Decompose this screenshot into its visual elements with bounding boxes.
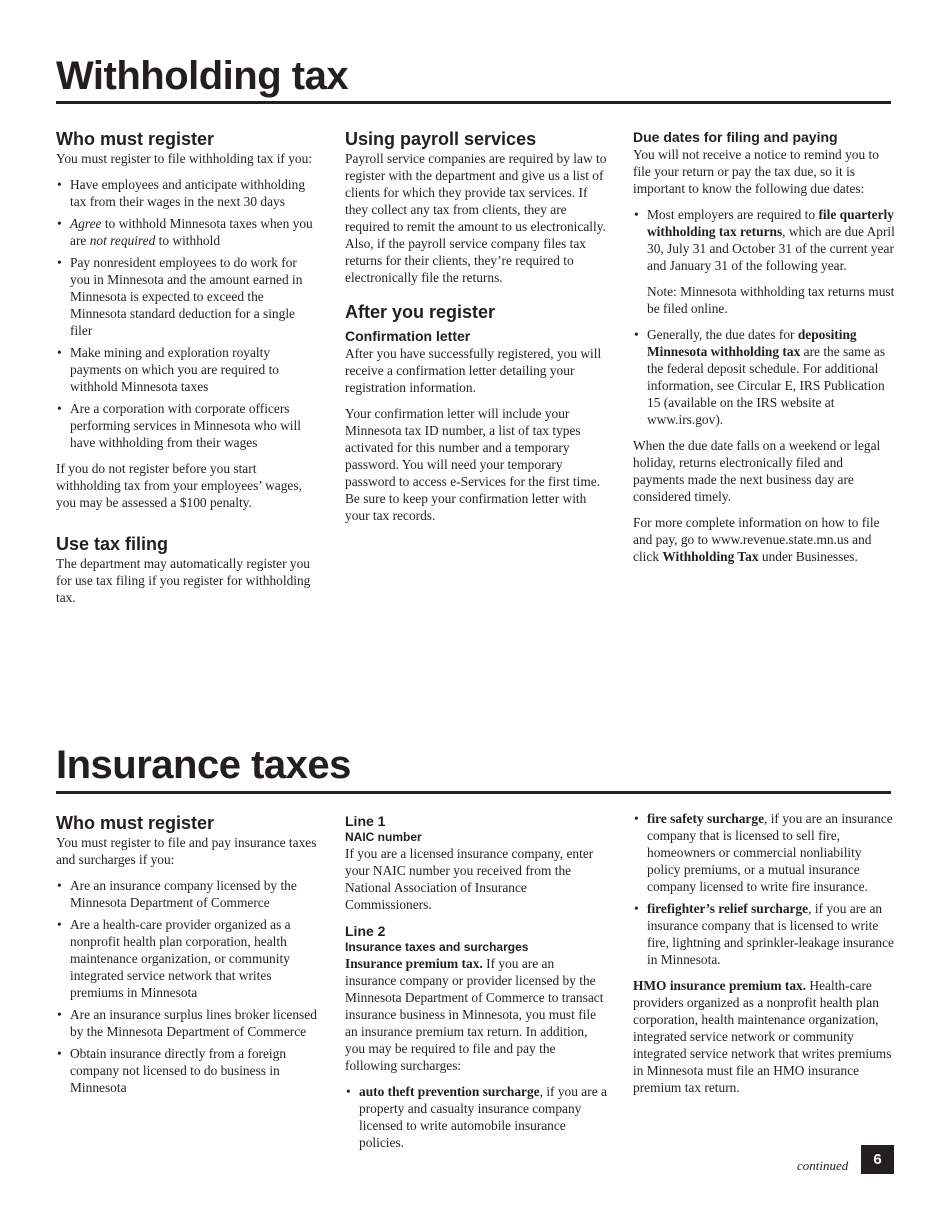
list-item: • Obtain insurance directly from a foreign company not licensed to do business in Minnesota (56, 1045, 318, 1096)
insurance-title: Insurance taxes (56, 743, 351, 787)
line-2-heading: Line 2 (345, 923, 386, 939)
payroll-text: Payroll service companies are required by law to register with the department and give us a list of clients for which they provide tax services. If they collect any tax from clients, they are required to remit the amount to us electronically. Also, if the payroll service company files tax returns for their clients, they’re required to electronically file the returns. (345, 151, 607, 285)
line-1-heading: Line 1 (345, 813, 386, 829)
list-item: • Are a health-care provider organized as a nonprofit health plan corporation, health maintenance organization, or community integrated service network that writes premiums in Minnesota (56, 916, 318, 1001)
penalty-text: If you do not register before you start withholding tax from your employees’ wages, you may be assessed a $100 penalty. (56, 461, 302, 510)
confirmation-text-2: Your confirmation letter will include your Minnesota tax ID number, a list of tax types activated for this number and a temporary password. You will need your temporary password to access e-Services for the first time. Be sure to keep your confirmation letter with your tax records. (345, 406, 601, 523)
insurance-column-1 (56, 812, 318, 1105)
line-1-text: If you are a licensed insurance company, enter your NAIC number you received from the National Association of Insurance Commissioners. (345, 846, 594, 912)
continued-label: continued (797, 1158, 849, 1173)
list-item: • Most employers are required to file quarterly withholding tax returns, which are due April 30, July 31 and October 31 of the current year and January 31 of the following year. (633, 206, 895, 274)
list-item: • Are an insurance company licensed by the Minnesota Department of Commerce (56, 877, 318, 911)
list-item: • Have employees and anticipate withholding tax from their wages in the next 30 days (56, 176, 318, 210)
naic-number-subheading: NAIC number (345, 830, 422, 844)
online-filing-note: Note: Minnesota withholding tax returns must be filed online. (647, 284, 895, 316)
withholding-column-2 (345, 128, 607, 533)
who-must-register-heading: Who must register (56, 129, 215, 149)
withholding-title: Withholding tax (56, 54, 349, 98)
due-dates-list (633, 206, 895, 274)
insurance-who-list (56, 877, 318, 1096)
insurance-column-2 (345, 812, 607, 1160)
insurance-who-intro: You must register to file and pay insurance taxes and surcharges if you: (56, 835, 317, 867)
payroll-services-heading: Using payroll services (345, 129, 537, 149)
list-item: • Agree to withhold Minnesota taxes when you are not required to withhold (56, 215, 318, 249)
after-register-heading: After you register (345, 302, 496, 322)
insurance-title-rule (56, 791, 891, 794)
more-info-text: For more complete information on how to file and pay, go to www.revenue.state.mn.us and click Withholding Tax under Businesses. (633, 515, 880, 564)
confirmation-text-1: After you have successfully registered, you will receive a confirmation letter detailing your registration information. (345, 346, 602, 395)
weekend-text: When the due date falls on a weekend or legal holiday, returns electronically filed and payments made the next business day are considered timely. (633, 438, 881, 504)
insurance-who-heading: Who must register (56, 813, 215, 833)
page-number: 6 (861, 1145, 894, 1174)
surcharge-list-continued (633, 810, 895, 968)
list-item: • fire safety surcharge, if you are an insurance company that is licensed to sell fire, homeowners or commercial nonliability policy premiums, or a mutual insurance company licensed to write fire insurance. (633, 810, 895, 895)
list-item: • firefighter’s relief surcharge, if you are an insurance company that is licensed to write fire, lightning and sprinkler-leakage insurance in Minnesota. (633, 900, 895, 968)
list-item: • Generally, the due dates for depositing Minnesota withholding tax are the same as the federal deposit schedule. For additional information, see Circular E, IRS Publication 15 (available on the IRS website at www.irs.gov). (633, 326, 895, 428)
due-dates-heading: Due dates for filing and paying (633, 129, 838, 145)
premium-tax-text: Insurance premium tax. If you are an insurance company or provider licensed by the Minnesota Department of Commerce to transact insurance business in Minnesota, you must file an insurance premium tax return. In addition, you may be required to file and pay the following surcharges: (345, 956, 604, 1073)
withholding-column-1 (56, 128, 318, 615)
who-intro: You must register to file withholding tax if you: (56, 151, 313, 166)
confirmation-letter-heading: Confirmation letter (345, 328, 471, 344)
taxes-surcharges-subheading: Insurance taxes and surcharges (345, 940, 529, 954)
list-item: • Are an insurance surplus lines broker licensed by the Minnesota Department of Commerce (56, 1006, 318, 1040)
list-item: • Pay nonresident employees to do work for you in Minnesota and the amount earned in Minnesota is expected to exceed the Minnesota standard deduction for a single filer (56, 254, 318, 339)
who-bullet-list (56, 176, 318, 451)
withholding-column-3 (633, 128, 895, 574)
hmo-tax-text: HMO insurance premium tax. Health-care providers organized as a nonprofit health plan corporation, health maintenance organization, integrated service network or community integrated service network that writes premiums in Minnesota must file an HMO insurance premium tax return. (633, 978, 892, 1095)
list-item: • auto theft prevention surcharge, if you are a property and casualty insurance company licensed to write automobile insurance policies. (345, 1083, 607, 1151)
use-tax-text: The department may automatically register you for use tax filing if you register for withholding tax. (56, 556, 311, 605)
due-dates-intro: You will not receive a notice to remind you to file your return or pay the tax due, so it is important to know the following due dates: (633, 147, 879, 196)
due-dates-list-2 (633, 326, 895, 428)
withholding-title-rule (56, 101, 891, 104)
insurance-column-3 (633, 810, 895, 1105)
use-tax-filing-heading: Use tax filing (56, 534, 169, 554)
list-item: • Make mining and exploration royalty payments on which you are required to withhold Minnesota taxes (56, 344, 318, 395)
surcharge-list (345, 1083, 607, 1151)
list-item: • Are a corporation with corporate officers performing services in Minnesota who will have withholding from their wages (56, 400, 318, 451)
